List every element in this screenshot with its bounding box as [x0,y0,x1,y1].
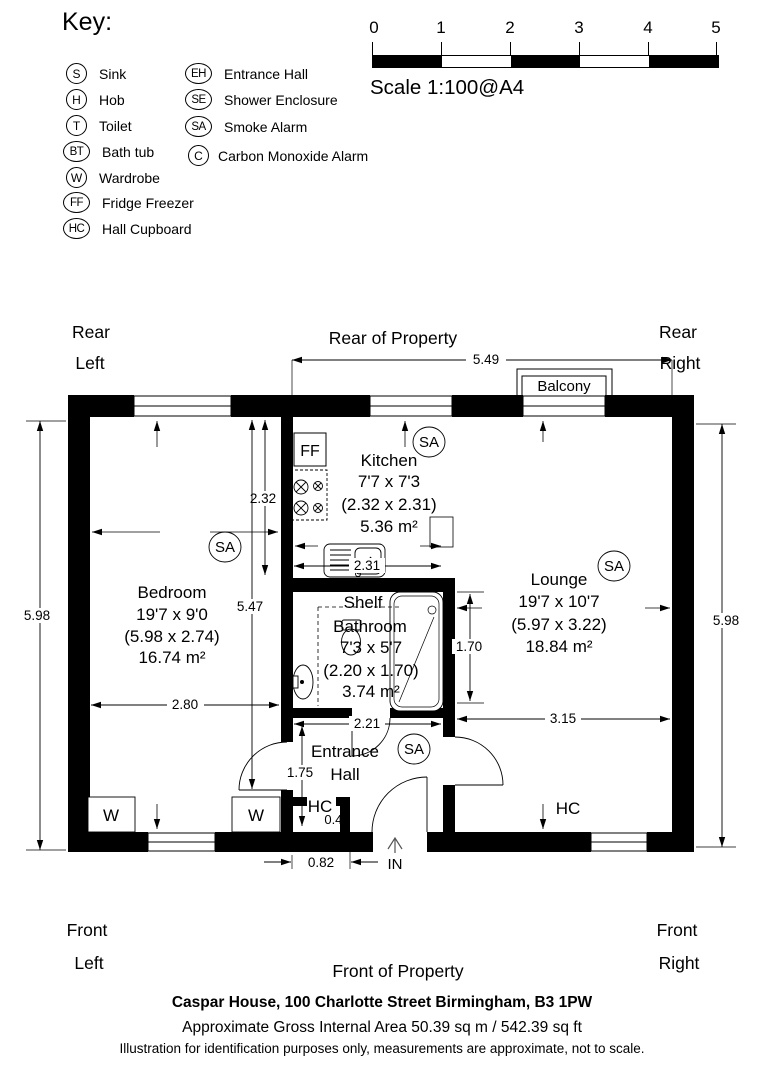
dimension-left-height [18,421,66,850]
bedroom-label [124,583,219,667]
front-left-label-1: Front [66,920,108,940]
front-left-label-2: Left [74,953,104,973]
smoke-alarm-kitchen [413,427,445,457]
legend-label: Bath tub [102,143,155,160]
dim-label: 5.98 [712,613,740,628]
dim-label: 0.82 [307,855,335,870]
room-size-metric: (5.97 x 3.22) [511,615,607,634]
front-right-label-1: Front [656,920,698,940]
smoke-alarm-label: SA [214,539,236,556]
room-size-imperial: 19'7 x 9'0 [136,605,208,624]
wall-kitchen-bathroom [281,578,455,592]
kitchen-counter [430,517,453,547]
wall-bottom [68,832,148,852]
scale-number: 4 [643,18,653,37]
kitchen-label [341,451,436,536]
wall-right [672,395,694,852]
dimension-right-height [696,424,745,847]
entry-arrow [388,838,403,873]
legend-label: Smoke Alarm [224,118,308,135]
window-bedroom-front [148,833,215,851]
room-area: 3.74 m² [342,682,400,701]
smoke-alarm-label: SA [603,558,625,575]
scale-number: 1 [436,18,446,37]
wardrobe-icon: W [66,167,87,188]
fridge-freezer-label: FF [300,443,320,460]
room-name: Bedroom [137,583,207,602]
wall-left [68,395,90,852]
legend-label: Fridge Freezer [102,194,194,211]
scale-number: 2 [505,18,515,37]
disclaimer-line: Illustration for identification purposes only, measurements are approximate, not to scale. [119,1041,645,1056]
scale-number: 3 [574,18,584,37]
wall-bedroom [281,790,293,832]
wall-top [605,395,694,417]
dimension-bedroom-width [91,697,279,712]
address-line: Caspar House, 100 Charlotte Street Birmingham, B3 1PW [171,994,593,1011]
room-labels [124,451,606,827]
smoke-alarm-bedroom [209,532,241,562]
wall-top [452,395,523,417]
wall-bottom [647,832,694,852]
smoke-alarm-icon: SA [185,116,212,137]
key-title: Key: [62,8,113,36]
room-size-imperial: 19'7 x 10'7 [518,592,600,611]
room-area: 16.74 m² [138,648,206,667]
dim-label: 5.49 [472,352,500,367]
room-size-imperial: 7'7 x 7'3 [357,472,421,491]
scale-caption: Scale 1:100@A4 [370,76,525,99]
dim-label: 2.32 [249,491,277,506]
rear-right-label-1: Rear [659,322,697,342]
fridge-freezer [294,433,326,466]
wardrobe-label: W [102,806,120,825]
scale-number: 0 [369,18,379,37]
legend-label: Toilet [99,117,132,134]
door-bedroom [239,742,287,790]
rear-left-label-1: Rear [72,322,110,342]
wardrobe-right [232,797,280,832]
rear-right-label-2: Right [659,353,701,373]
shower-enclosure-icon: SE [185,89,212,110]
rear-of-property-label: Rear of Property [328,328,458,348]
wardrobe-label: W [247,806,265,825]
room-name: Kitchen [360,451,418,470]
window-lounge-front [591,833,647,851]
legend-label: Wardrobe [99,169,160,186]
wall-hc-stub [293,797,307,806]
smoke-alarm-lounge [598,551,630,581]
dimension-bedroom-length [233,420,268,789]
dim-label: 5.47 [236,599,264,614]
balcony-label: Balcony [537,378,591,395]
toilet-icon: T [66,115,87,136]
wash-basin [293,665,313,699]
room-area: 18.84 m² [525,637,593,656]
fridge-freezer-icon: FF [63,192,90,213]
door-lounge [455,737,503,785]
legend-label: Hob [99,91,125,108]
room-size-metric: (2.32 x 2.31) [341,495,437,514]
room-name: Hall [330,765,360,784]
entrance-hall-icon: EH [185,63,212,84]
wall-bottom [427,832,591,852]
hall-cupboard-label: HC [307,797,333,816]
dimension-kitchen-height [246,420,281,575]
bathtub-icon: BT [63,141,90,162]
wall-bottom [215,832,373,852]
smoke-alarm-label: SA [403,741,425,758]
balcony [517,369,612,398]
dimension-bathroom-height [452,592,486,703]
door-front-entrance [372,777,427,832]
dimension-kitchen-width [294,558,441,573]
legend-label: Entrance Hall [224,65,309,82]
rear-left-label-2: Left [75,353,105,373]
shelf-label: Shelf [343,593,383,612]
sink-icon: S [66,63,87,84]
dim-label: 3.15 [549,711,577,726]
gross-area-line: Approximate Gross Internal Area 50.39 sq m / 542.39 sq ft [182,1019,582,1036]
hall-cupboard-icon: HC [63,218,90,239]
legend-label: Shower Enclosure [224,91,338,108]
window-kitchen-rear [370,396,452,416]
hob-icon: H [66,89,87,110]
legend-label: Hall Cupboard [102,220,192,237]
room-size-metric: (5.98 x 2.74) [124,627,220,646]
legend-label: Carbon Monoxide Alarm [218,147,369,164]
front-of-property-label: Front of Property [332,961,464,981]
front-right-label-2: Right [658,953,700,973]
window-balcony-door [523,396,605,416]
dim-label: 1.75 [286,765,314,780]
dim-label: 2.80 [171,697,199,712]
smoke-alarm-label: SA [418,434,440,451]
hob [290,470,327,520]
room-name: Entrance [310,742,380,761]
hall-cupboard-label: HC [555,799,581,818]
dim-label: 2.21 [353,716,381,731]
dimension-lounge-width [457,711,670,726]
room-size-metric: (2.20 x 1.70) [323,661,419,680]
hall-cupboard-size: 0.42 [324,812,350,827]
room-name: Bathroom [333,617,407,636]
dim-label: 1.70 [455,639,483,654]
room-name: Lounge [530,570,588,589]
room-size-imperial: 7'3 x 5'7 [339,638,403,657]
wall-top [231,395,370,417]
in-label: IN [387,856,403,873]
wall-bathroom-bottom [281,708,352,718]
legend-label: Sink [99,65,127,82]
carbon-monoxide-alarm-icon: C [188,145,209,166]
dim-label: 2.31 [353,558,381,573]
dim-label: 5.98 [23,608,51,623]
wardrobe-left [88,797,135,832]
wall-lounge [443,785,455,832]
smoke-alarm-hall [398,734,430,764]
entrance-hall-label [311,742,379,784]
wall-top [68,395,134,417]
dimension-bathroom-width [294,716,441,731]
scale-number: 5 [711,18,721,37]
window-bedroom-rear [134,396,231,416]
in-arrow-icon [388,838,402,853]
room-area: 5.36 m² [360,517,418,536]
lounge-label [511,570,606,656]
